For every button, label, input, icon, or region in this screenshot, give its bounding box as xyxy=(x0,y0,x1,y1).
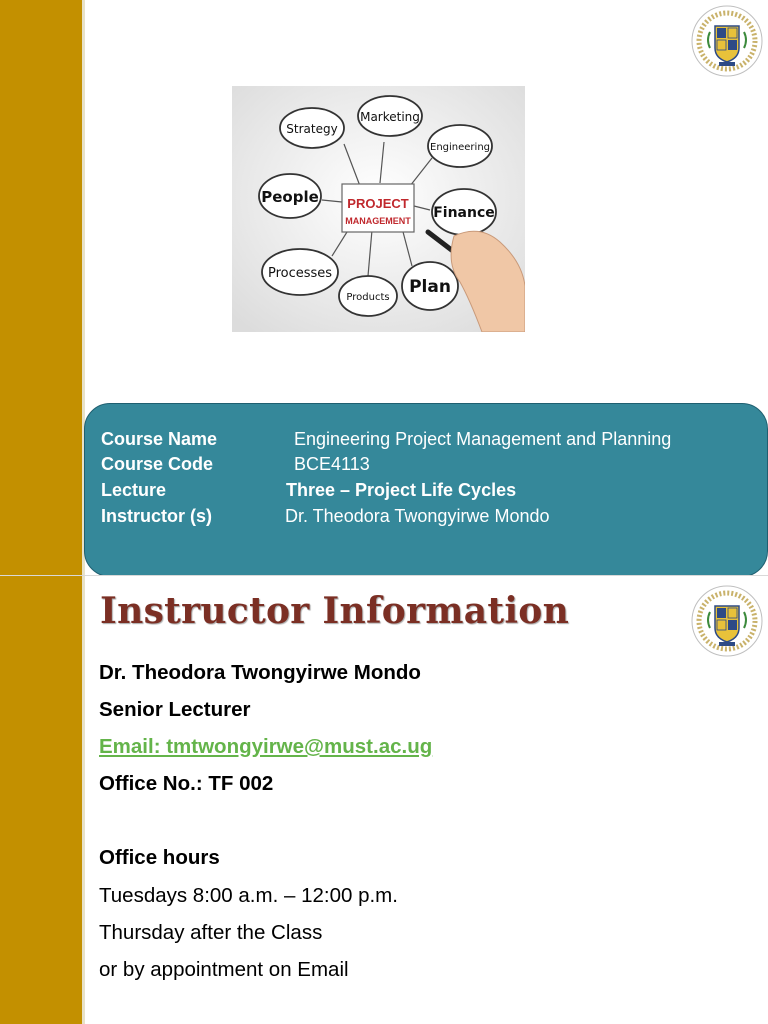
course-name-row xyxy=(101,428,672,450)
office-number: Office No.: TF 002 xyxy=(99,772,274,795)
instructor-row xyxy=(101,505,550,527)
mindmap-node: Plan xyxy=(409,277,451,297)
project-management-mindmap xyxy=(232,86,525,332)
instructor-heading: Instructor Information xyxy=(100,590,570,632)
slide-instructor xyxy=(0,576,768,1024)
instructor-name: Dr. Theodora Twongyirwe Mondo xyxy=(99,661,421,684)
mindmap-node: Engineering xyxy=(430,142,490,153)
mindmap-node: Finance xyxy=(433,205,495,221)
side-stripe xyxy=(0,576,85,1024)
mindmap-node: People xyxy=(261,188,319,206)
side-stripe xyxy=(0,0,85,576)
lecture-value: Three – Project Life Cycles xyxy=(286,480,517,500)
mindmap-node: Marketing xyxy=(360,110,420,124)
office-hours-line: Tuesdays 8:00 a.m. – 12:00 p.m. xyxy=(99,884,398,907)
mindmap-node: Strategy xyxy=(286,122,338,136)
lecture-label: Lecture xyxy=(101,480,167,500)
mindmap-node: Products xyxy=(346,292,390,303)
mindmap-center-1: PROJECT xyxy=(347,196,409,211)
instructor-position: Senior Lecturer xyxy=(99,698,251,721)
course-info-box xyxy=(84,403,768,576)
course-code-label: Course Code xyxy=(101,454,214,474)
office-hours-line: Thursday after the Class xyxy=(99,921,323,944)
course-name-label: Course Name xyxy=(101,429,218,449)
mindmap-node: Processes xyxy=(267,266,333,281)
university-logo xyxy=(690,4,764,78)
lecture-row xyxy=(101,479,517,501)
instructor-value: Dr. Theodora Twongyirwe Mondo xyxy=(285,506,550,526)
office-hours-heading: Office hours xyxy=(99,846,220,869)
instructor-label: Instructor (s) xyxy=(101,506,213,526)
mindmap-center-2: MANAGEMENT xyxy=(345,216,411,226)
instructor-email-link[interactable]: Email: tmtwongyirwe@must.ac.ug xyxy=(99,735,433,758)
course-code-row xyxy=(101,453,370,475)
university-logo xyxy=(690,584,764,658)
course-name-value: Engineering Project Management and Planning xyxy=(294,429,672,449)
course-code-value: BCE4113 xyxy=(294,454,370,474)
office-hours-line: or by appointment on Email xyxy=(99,958,349,981)
